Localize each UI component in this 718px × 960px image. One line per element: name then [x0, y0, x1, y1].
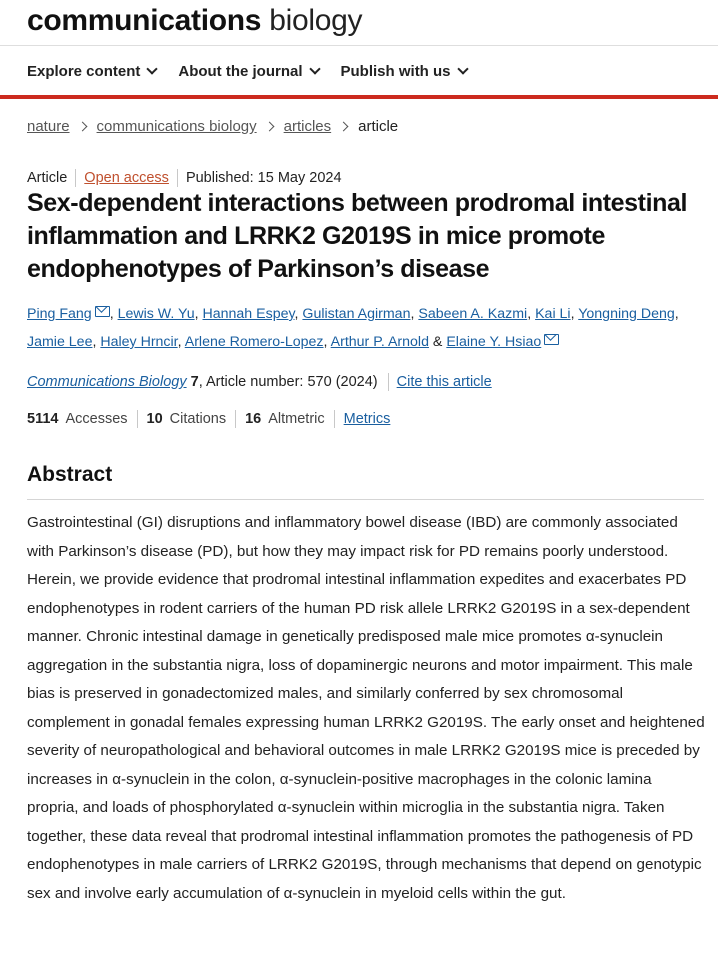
author-list: Ping Fang , Lewis W. Yu, Hannah Espey, Gulistan Agirman, Sabeen A. Kazmi, Kai Li, Yongning Deng, Jamie Lee, Haley Hrncir, Arlene Romero-Lopez, Arthur P. Arnold & Elaine Y. Hsiao: [27, 306, 679, 350]
chevron-down-icon: [457, 63, 468, 74]
chevron-down-icon: [309, 63, 320, 74]
published-date: Published: 15 May 2024: [185, 170, 342, 186]
chevron-right-icon: [77, 122, 87, 132]
site-logo[interactable]: [27, 3, 362, 39]
author-link[interactable]: Yongning Deng: [578, 306, 675, 322]
open-access-link[interactable]: Open access: [84, 170, 169, 186]
author-link[interactable]: Arlene Romero-Lopez: [184, 334, 324, 350]
author-link[interactable]: Kai Li: [535, 306, 571, 322]
email-icon[interactable]: [95, 306, 110, 317]
author-link[interactable]: Sabeen A. Kazmi: [418, 306, 528, 322]
chevron-right-icon: [264, 122, 274, 132]
article-metrics: [27, 410, 390, 428]
article-type: Article: [27, 170, 68, 186]
metrics-divider: [334, 410, 335, 428]
article-title: Sex-dependent interactions between prodromal intestinal inflammation and LRRK2 G2019S in mice promote endophenotypes of Parkinson’s disease: [27, 189, 688, 283]
logo-brand-light: biology: [261, 4, 363, 37]
nav-publish-with-us[interactable]: [341, 58, 467, 84]
nav-item-label: About the journal: [178, 62, 303, 80]
nav-about-journal[interactable]: [178, 58, 318, 84]
author-link[interactable]: Ping Fang: [27, 306, 92, 322]
meta-divider: [177, 169, 178, 187]
chevron-down-icon: [147, 63, 158, 74]
nav-divider: [0, 45, 718, 46]
altmetric-count: 16: [245, 411, 262, 427]
breadcrumb-articles[interactable]: articles: [283, 118, 332, 135]
chevron-right-icon: [339, 122, 349, 132]
abstract-text: Gastrointestinal (GI) disruptions and inflammatory bowel disease (IBD) are commonly associated with Parkinson’s disease (PD), but how they may impact risk for PD remains poorly understood. Herein, we provide evidence that prodromal intestinal inflammation expedites and exacerbates PD endophenotypes in rodent carriers of the human PD risk allele LRRK2 G2019S in a sex-dependent manner. Chronic intestinal damage in genetically predisposed male mice promotes α-synuclein aggregation in the substantia nigra, loss of dopaminergic neurons and motor impairment. This male bias is preserved in gonadectomized males, and similarly conferred by sex chromosomal complement in gonadal females expressing human LRRK2 G2019S. The early onset and heightened severity of neuropathological and behavioral outcomes in male LRRK2 G2019S mice is preceded by increases in α-synuclein in the colon, α-synuclein-positive macrophages in the colonic lamina propria, and loads of phosphorylated α-synuclein within microglia in the substantia nigra. Taken together, these data reveal that prodromal intestinal inflammation promotes the pathogenesis of PD endophenotypes in male carriers of LRRK2 G2019S, through mechanisms that depend on genotypic sex and involve early accumulation of α-synuclein in myeloid cells within the gut.: [27, 514, 705, 902]
nav-explore-content[interactable]: [27, 58, 156, 84]
abstract-divider: [27, 499, 704, 500]
author-link[interactable]: Jamie Lee: [27, 334, 93, 350]
logo-brand-bold: communications: [27, 4, 262, 37]
citation-line: [27, 373, 492, 391]
metrics-divider: [137, 410, 138, 428]
article-number: , Article number: 570 (2024): [198, 374, 378, 390]
breadcrumb-current: article: [358, 118, 399, 135]
breadcrumb: [27, 118, 398, 135]
citations-count: 10: [146, 411, 163, 427]
author-link[interactable]: Haley Hrncir: [100, 334, 178, 350]
author-link[interactable]: Arthur P. Arnold: [330, 334, 429, 350]
cite-article-link[interactable]: Cite this article: [396, 374, 492, 390]
breadcrumb-nature[interactable]: nature: [27, 118, 70, 135]
accesses-count: 5114: [27, 411, 59, 427]
nav-item-label: Explore content: [27, 62, 141, 80]
metrics-divider: [235, 410, 236, 428]
breadcrumb-communications-biology[interactable]: communications biology: [96, 118, 257, 135]
journal-link[interactable]: Communications Biology: [27, 374, 187, 390]
altmetric-label: Altmetric: [268, 411, 325, 427]
main-nav: [27, 58, 489, 84]
meta-divider: [75, 169, 76, 187]
author-link[interactable]: Elaine Y. Hsiao: [446, 334, 542, 350]
author-joiner: &: [432, 334, 443, 350]
author-link[interactable]: Gulistan Agirman: [302, 306, 411, 322]
accesses-label: Accesses: [65, 411, 128, 427]
email-icon[interactable]: [544, 334, 559, 345]
volume: 7: [190, 374, 199, 390]
article-meta: [27, 169, 342, 187]
nav-item-label: Publish with us: [340, 62, 451, 80]
citation-divider: [388, 373, 389, 391]
metrics-link[interactable]: Metrics: [343, 411, 391, 427]
author-link[interactable]: Hannah Espey: [202, 306, 295, 322]
header-accent-bar: [0, 95, 718, 99]
author-link[interactable]: Lewis W. Yu: [117, 306, 195, 322]
citations-label: Citations: [169, 411, 227, 427]
abstract-heading: Abstract: [27, 463, 113, 486]
